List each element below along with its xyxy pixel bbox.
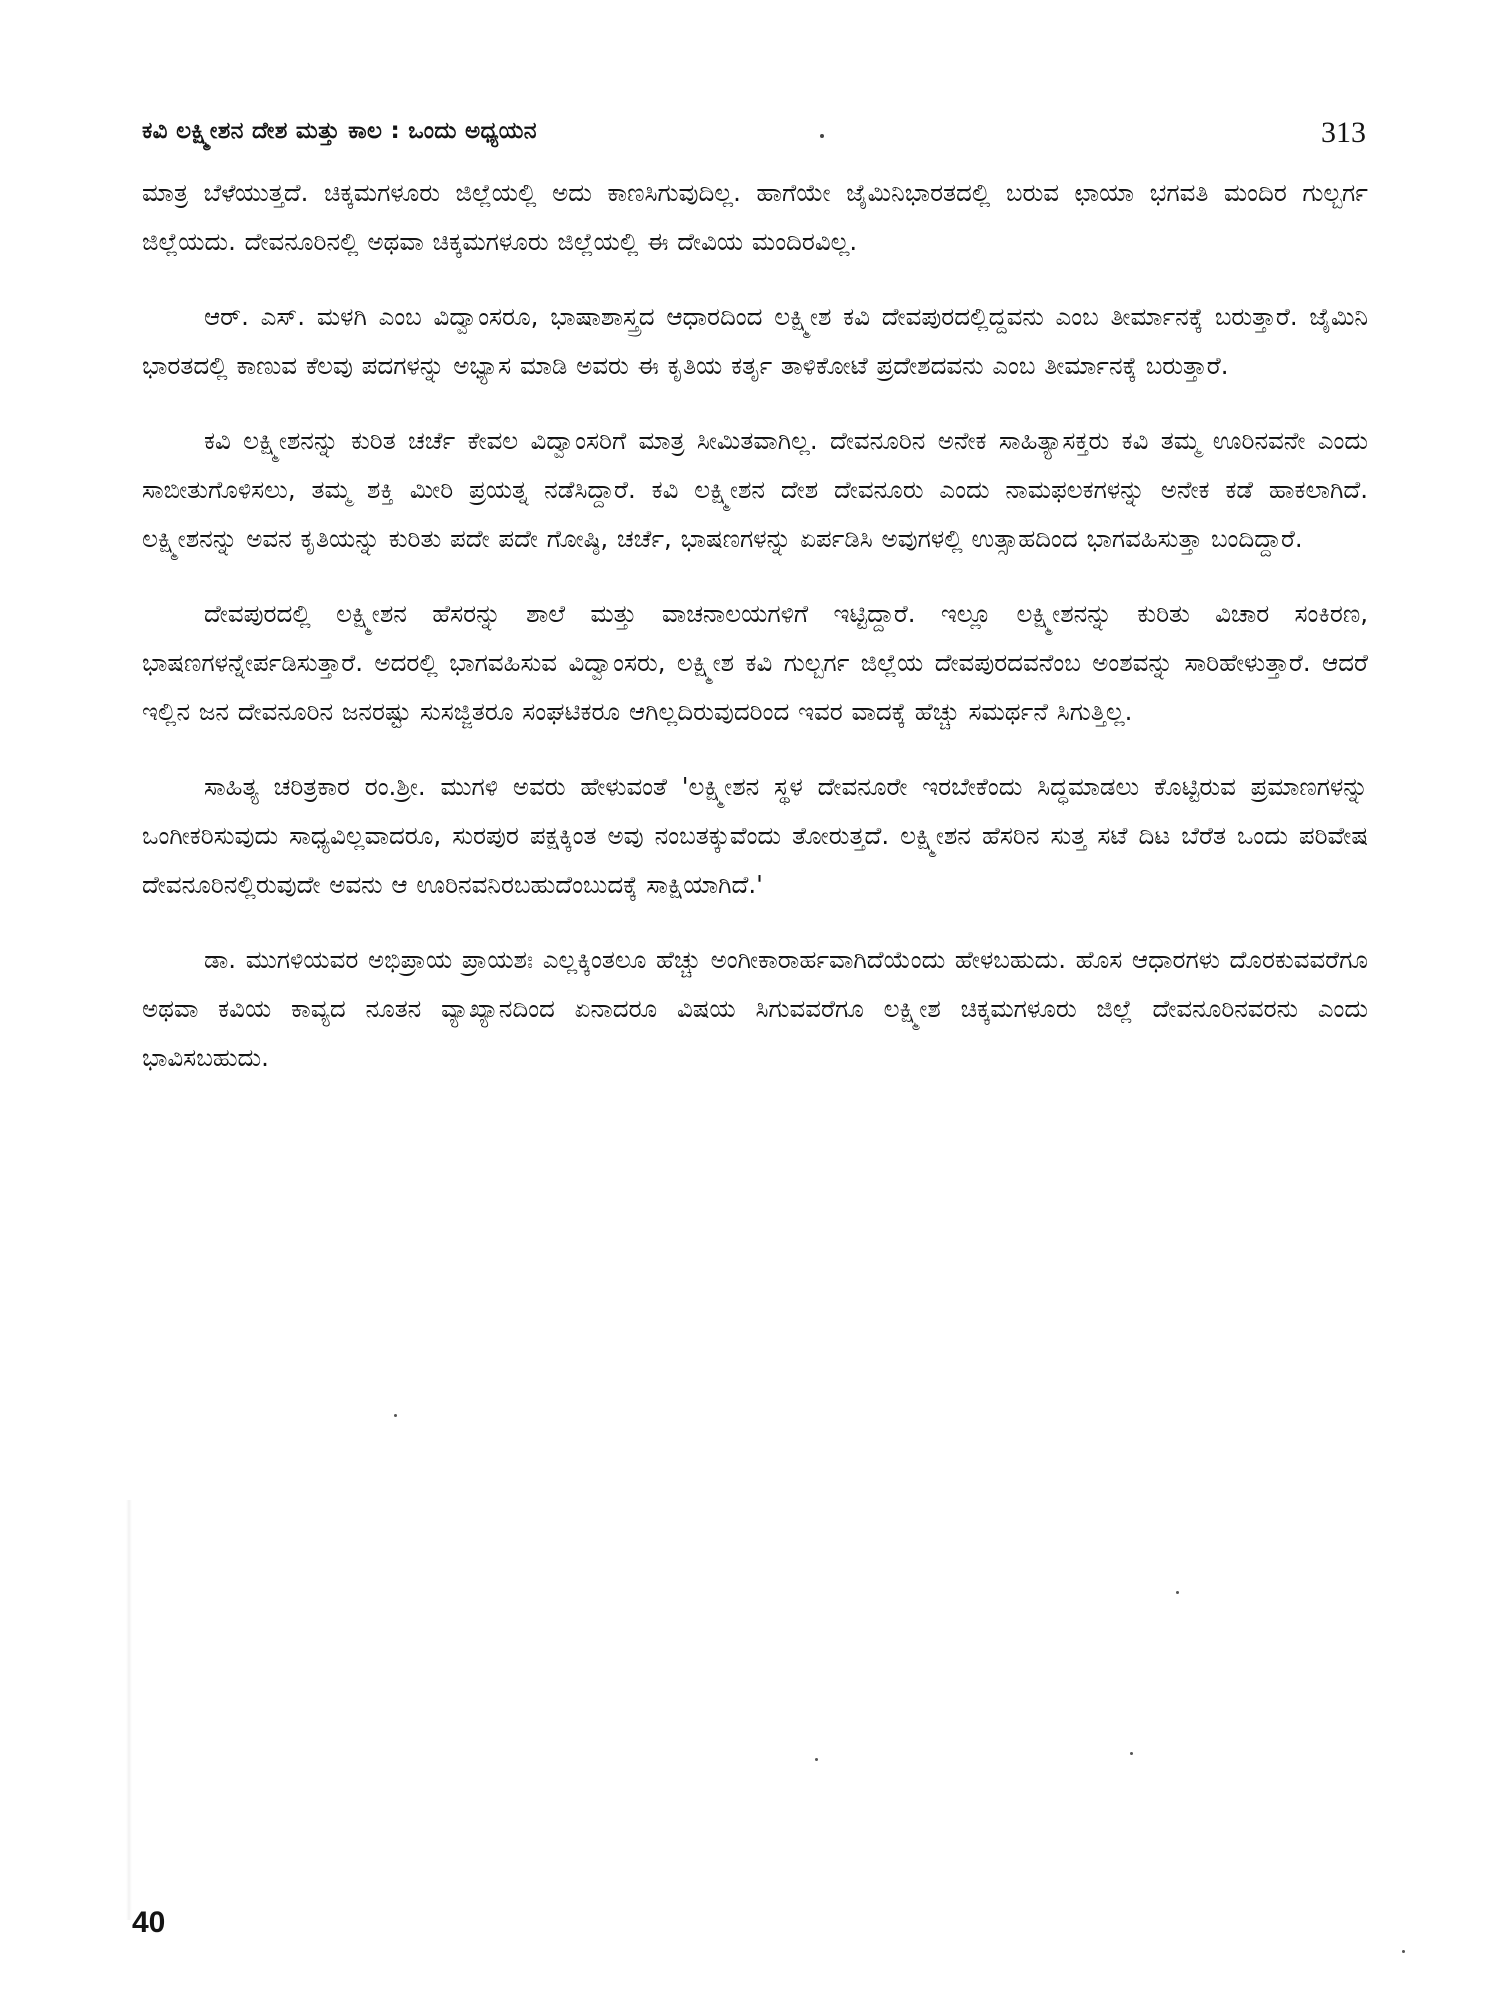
scan-speck xyxy=(394,1414,397,1417)
paragraph-6: ಡಾ. ಮುಗಳಿಯವರ ಅಭಿಪ್ರಾಯ ಪ್ರಾಯಶಃ ಎಲ್ಲಕ್ಕಿಂತಲೂ ಹೆಚ್ಚು ಅಂಗೀಕಾರಾರ್ಹವಾಗಿದೆಯೆಂದು ಹೇಳಬಹುದು. ಹೊಸ ಆಧಾರಗಳು ದೊರಕುವವರೆಗೂ ಅಥವಾ ಕವಿಯ ಕಾವ್ಯದ ನೂತನ ವ್ಯಾಖ್ಯಾನದಿಂದ ಏನಾದರೂ ವಿಷಯ ಸಿಗುವವರೆಗೂ ಲಕ್ಷ್ಮೀಶ ಚಿಕ್ಕಮಗಳೂರು ಜಿಲ್ಲೆ ದೇವನೂರಿನವರನು ಎಂದು ಭಾವಿಸಬಹುದು. xyxy=(142,945,1368,1072)
text-body xyxy=(142,168,1368,1108)
paragraph-5: ಸಾಹಿತ್ಯ ಚರಿತ್ರಕಾರ ರಂ.ಶ್ರೀ. ಮುಗಳಿ ಅವರು ಹೇಳುವಂತೆ 'ಲಕ್ಷ್ಮೀಶನ ಸ್ಥಳ ದೇವನೂರೇ ಇರಬೇಕೆಂದು ಸಿದ್ಧಮಾಡಲು ಕೊಟ್ಟಿರುವ ಪ್ರಮಾಣಗಳನ್ನು ಒಂಗೀಕರಿಸುವುದು ಸಾಧ್ಯವಿಲ್ಲವಾದರೂ, ಸುರಪುರ ಪಕ್ಷಕ್ಕಿಂತ ಅವು ನಂಬತಕ್ಕುವೆಂದು ತೋರುತ್ತದೆ. ಲಕ್ಷ್ಮೀಶನ ಹೆಸರಿನ ಸುತ್ತ ಸಟೆ ದಿಟ ಬೆರೆತ ಒಂದು ಪರಿವೇಷ ದೇವನೂರಿನಲ್ಲಿರುವುದೇ ಅವನು ಆ ಊರಿನವನಿರಬಹುದೆಂಬುದಕ್ಕೆ ಸಾಕ್ಷಿಯಾಗಿದೆ.' xyxy=(142,772,1368,899)
running-header xyxy=(142,118,1366,158)
scan-speck xyxy=(1402,1950,1405,1953)
paragraph-2: ಆರ್. ಎಸ್. ಮಳಗಿ ಎಂಬ ವಿದ್ವಾಂಸರೂ, ಭಾಷಾಶಾಸ್ತ್ರದ ಆಧಾರದಿಂದ ಲಕ್ಷ್ಮೀಶ ಕವಿ ದೇವಪುರದಲ್ಲಿದ್ದವನು ಎಂಬ ತೀರ್ಮಾನಕ್ಕೆ ಬರುತ್ತಾರೆ. ಜೈಮಿನಿ ಭಾರತದಲ್ಲಿ ಕಾಣುವ ಕೆಲವು ಪದಗಳನ್ನು ಅಭ್ಯಾಸ ಮಾಡಿ ಅವರು ಈ ಕೃತಿಯ ಕರ್ತೃ ತಾಳಿಕೋಟೆ ಪ್ರದೇಶದವನು ಎಂಬ ತೀರ್ಮಾನಕ್ಕೆ ಬರುತ್ತಾರೆ. xyxy=(142,302,1368,380)
scan-speck xyxy=(1176,1591,1179,1594)
paragraph-3: ಕವಿ ಲಕ್ಷ್ಮೀಶನನ್ನು ಕುರಿತ ಚರ್ಚೆ ಕೇವಲ ವಿದ್ವಾಂಸರಿಗೆ ಮಾತ್ರ ಸೀಮಿತವಾಗಿಲ್ಲ. ದೇವನೂರಿನ ಅನೇಕ ಸಾಹಿತ್ಯಾಸಕ್ತರು ಕವಿ ತಮ್ಮ ಊರಿನವನೇ ಎಂದು ಸಾಬೀತುಗೊಳಿಸಲು, ತಮ್ಮ ಶಕ್ತಿ ಮೀರಿ ಪ್ರಯತ್ನ ನಡೆಸಿದ್ದಾರೆ. ಕವಿ ಲಕ್ಷ್ಮೀಶನ ದೇಶ ದೇವನೂರು ಎಂದು ನಾಮಫಲಕಗಳನ್ನು ಅನೇಕ ಕಡೆ ಹಾಕಲಾಗಿದೆ. ಲಕ್ಷ್ಮೀಶನನ್ನು ಅವನ ಕೃತಿಯನ್ನು ಕುರಿತು ಪದೇ ಪದೇ ಗೋಷ್ಠಿ, ಚರ್ಚೆ, ಭಾಷಣಗಳನ್ನು ಏರ್ಪಡಿಸಿ ಅವುಗಳಲ್ಲಿ ಉತ್ಸಾಹದಿಂದ ಭಾಗವಹಿಸುತ್ತಾ ಬಂದಿದ್ದಾರೆ. xyxy=(142,426,1368,553)
header-dot xyxy=(820,134,824,138)
footer-page-number: 40 xyxy=(132,1906,166,1939)
scan-speck xyxy=(1130,1752,1133,1755)
header-title: ಕವಿ ಲಕ್ಷ್ಮೀಶನ ದೇಶ ಮತ್ತು ಕಾಲ : ಒಂದು ಅಧ್ಯಯನ xyxy=(142,118,537,144)
scan-speck xyxy=(815,1758,818,1761)
paragraph-1: ಮಾತ್ರ ಬೆಳೆಯುತ್ತದೆ. ಚಿಕ್ಕಮಗಳೂರು ಜಿಲ್ಲೆಯಲ್ಲಿ ಅದು ಕಾಣಸಿಗುವುದಿಲ್ಲ. ಹಾಗೆಯೇ ಜೈಮಿನಿಭಾರತದಲ್ಲಿ ಬರುವ ಛಾಯಾ ಭಗವತಿ ಮಂದಿರ ಗುಲ್ಬರ್ಗ ಜಿಲ್ಲೆಯದು. ದೇವನೂರಿನಲ್ಲಿ ಅಥವಾ ಚಿಕ್ಕಮಗಳೂರು ಜಿಲ್ಲೆಯಲ್ಲಿ ಈ ದೇವಿಯ ಮಂದಿರವಿಲ್ಲ. xyxy=(142,178,1368,256)
page-edge-shadow xyxy=(126,1500,132,1920)
paragraph-4: ದೇವಪುರದಲ್ಲಿ ಲಕ್ಷ್ಮೀಶನ ಹೆಸರನ್ನು ಶಾಲೆ ಮತ್ತು ವಾಚನಾಲಯಗಳಿಗೆ ಇಟ್ಟಿದ್ದಾರೆ. ಇಲ್ಲೂ ಲಕ್ಷ್ಮೀಶನನ್ನು ಕುರಿತು ವಿಚಾರ ಸಂಕಿರಣ, ಭಾಷಣಗಳನ್ನೇರ್ಪಡಿಸುತ್ತಾರೆ. ಅದರಲ್ಲಿ ಭಾಗವಹಿಸುವ ವಿದ್ವಾಂಸರು, ಲಕ್ಷ್ಮೀಶ ಕವಿ ಗುಲ್ಬರ್ಗ ಜಿಲ್ಲೆಯ ದೇವಪುರದವನೆಂಬ ಅಂಶವನ್ನು ಸಾರಿಹೇಳುತ್ತಾರೆ. ಆದರೆ ಇಲ್ಲಿನ ಜನ ದೇವನೂರಿನ ಜನರಷ್ಟು ಸುಸಜ್ಜಿತರೂ ಸಂಘಟಿಕರೂ ಆಗಿಲ್ಲದಿರುವುದರಿಂದ ಇವರ ವಾದಕ್ಕೆ ಹೆಚ್ಚು ಸಮರ್ಥನೆ ಸಿಗುತ್ತಿಲ್ಲ. xyxy=(142,599,1368,726)
header-page-number: 313 xyxy=(1321,116,1366,149)
